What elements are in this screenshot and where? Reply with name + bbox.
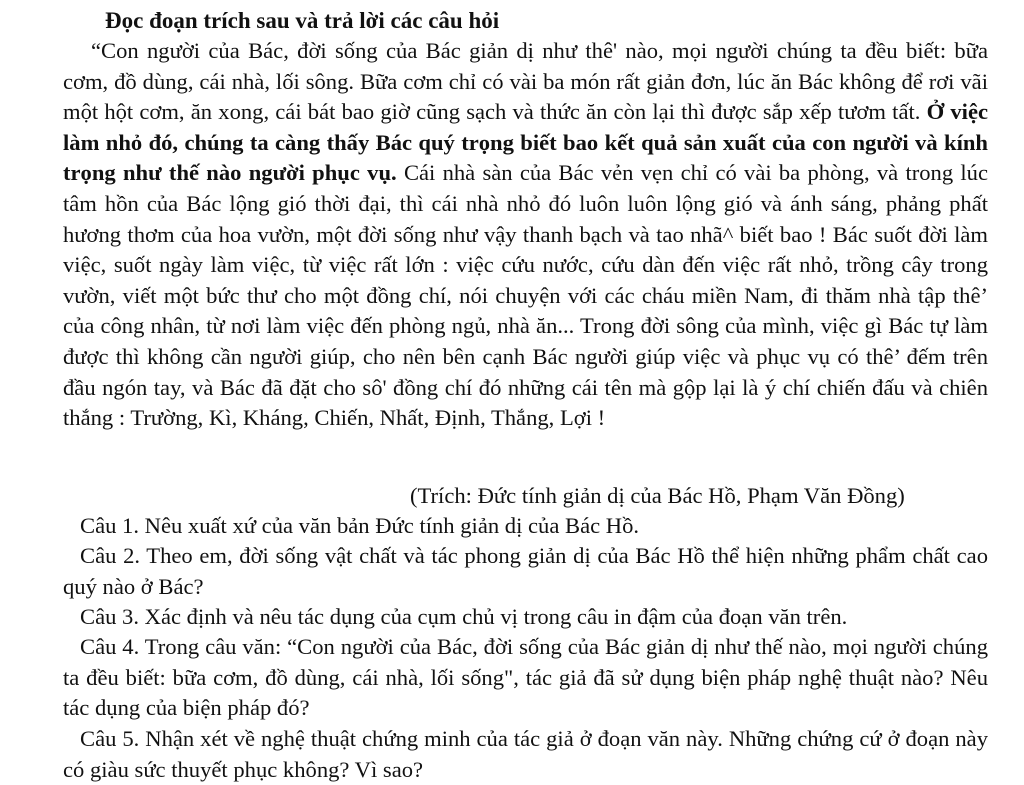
passage-part-1: “Con người của Bác, đời sống của Bác giản dị như thê' nào, mọi người chúng ta đều biết: bữa cơm, đồ dùng, cái nhà, lối sông. Bữa cơm chỉ có vài ba món rất giản đơn, lúc ăn Bác không để rơi vãi một hột cơm, ăn xong, cái bát bao giờ cũng sạch và thức ăn còn lại thì được sắp xếp tươm tất. — [63, 38, 988, 125]
passage-bold-sentence: Ở việc làm nhỏ đó, chúng ta càng thấy Bác quý trọng biết bao kết quả sản xuất của con người và kính trọng như thế nào người phục vụ. — [63, 99, 988, 186]
question-2: Câu 2. Theo em, đời sống vật chất và tác phong giản dị của Bác Hồ thể hiện những phẩm chất cao quý nào ở Bác? — [63, 543, 988, 599]
question-3: Câu 3. Xác định và nêu tác dụng của cụm chủ vị trong câu in đậm của đoạn văn trên. — [80, 604, 848, 629]
passage-paragraph — [63, 36, 988, 434]
question-1: Câu 1. Nêu xuất xứ của văn bản Đức tính giản dị của Bác Hồ. — [80, 513, 640, 538]
question-5: Câu 5. Nhận xét về nghệ thuật chứng minh của tác giả ở đoạn văn này. Những chứng cứ ở đoạn này có giàu sức thuyết phục không? Vì sao? — [63, 726, 988, 782]
question-4: Câu 4. Trong câu văn: “Con người của Bác, đời sống của Bác giản dị như thế nào, mọi người chúng ta đều biết: bữa cơm, đồ dùng, cái nhà, lối sống", tác giả đã sử dụng biện pháp nghệ thuật nào? Nêu tác dụng của biện pháp đó? — [63, 634, 988, 721]
passage-source: (Trích: Đức tính giản dị của Bác Hồ, Phạm Văn Đồng) — [410, 483, 905, 508]
page-heading: Đọc đoạn trích sau và trả lời các câu hỏi — [105, 8, 500, 33]
passage-part-2: Cái nhà sàn của Bác vẻn vẹn chỉ có vài ba phòng, và trong lúc tâm hồn của Bác lộng gió thời đại, thì cái nhà nhỏ đó luôn luôn lộng gió và ánh sáng, phảng phất hương thơm của hoa vườn, một đời sống như vậy thanh bạch và tao nhã^ biết bao ! Bác suốt đời làm việc, suốt ngày làm việc, từ việc rất lớn : việc cứu nước, cứu dàn đến việc rất nhỏ, trồng cây trong vườn, viết một bức thư cho một đồng chí, nói chuyện với các cháu miền Nam, đi thăm nhà tập thê’ của công nhân, từ nơi làm việc đến phòng ngủ, nhà ăn... Trong đời sông của mình, việc gì Bác tự làm được thì không cần người giúp, cho nên bên cạnh Bác người giúp việc và phục vụ có thê’ đếm trên đầu ngón tay, và Bác đã đặt cho sô' đồng chí đó những cái tên mà gộp lại là ý chí chiến đấu và chiên thắng : Trường, Kì, Kháng, Chiến, Nhất, Định, Thắng, Lợi ! — [63, 160, 988, 431]
